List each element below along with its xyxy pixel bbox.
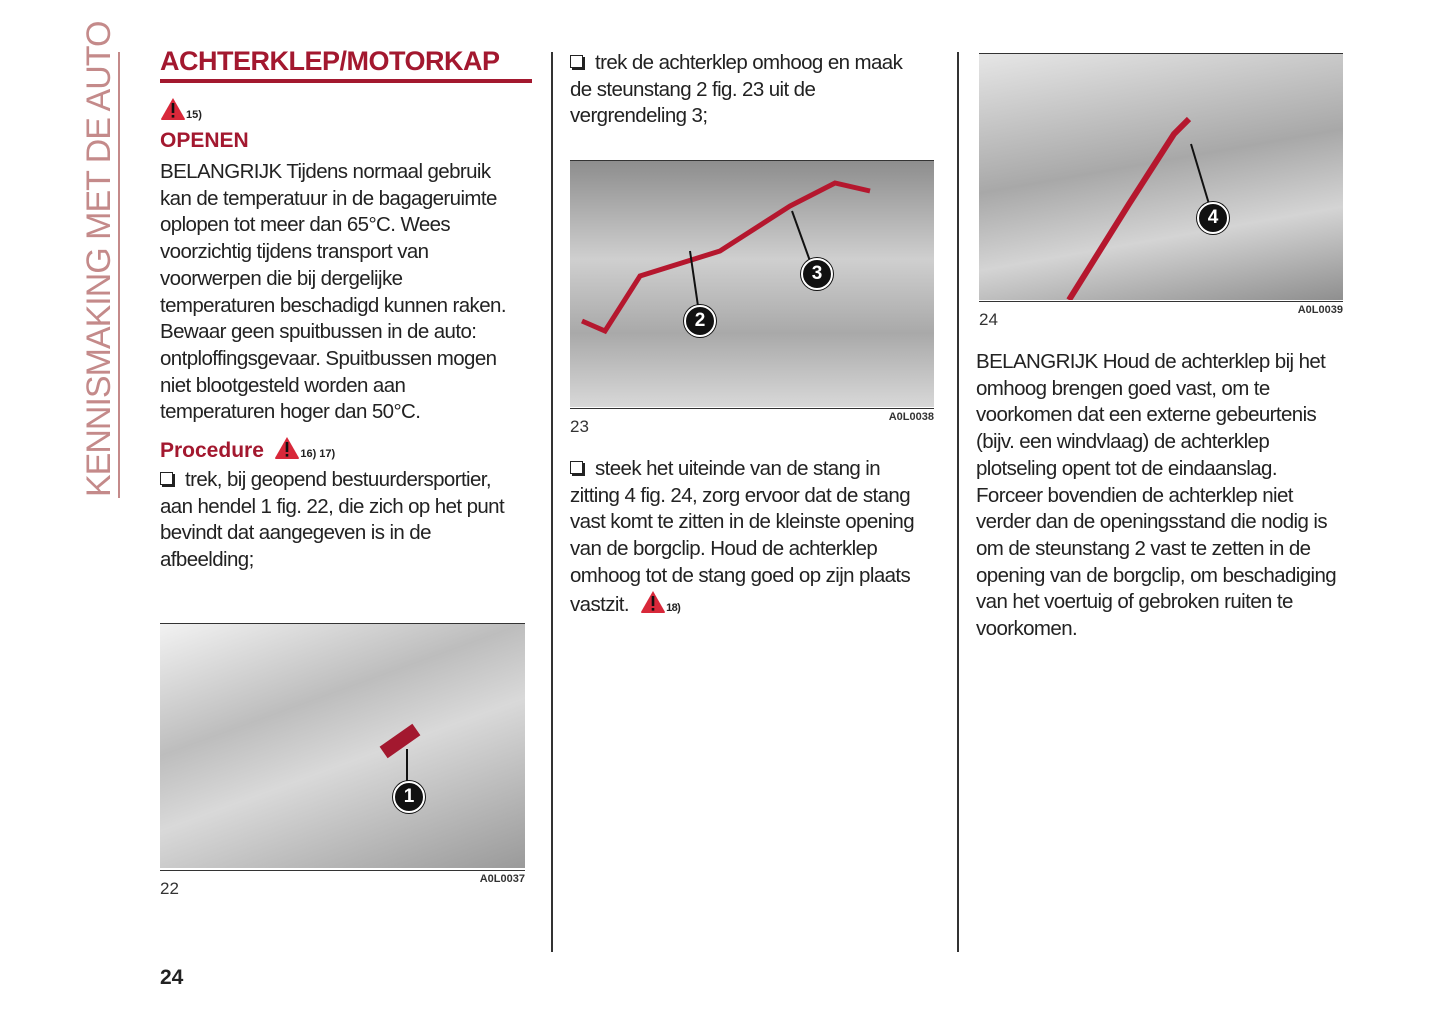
checkbox-bullet-icon	[570, 461, 583, 474]
text-line: oplopen tot meer dan 65°C. Wees	[160, 213, 451, 237]
text-line: trek, bij geopend bestuurdersportier,	[185, 468, 492, 492]
text-line: (bijv. een windvlaag) de achterklep	[976, 430, 1270, 454]
text-line: voorkomen.	[976, 617, 1078, 641]
column-divider	[551, 52, 553, 952]
text-line: aan hendel 1 fig. 22, die zich op het punt	[160, 494, 505, 518]
text-line: afbeelding;	[160, 548, 254, 572]
important-note	[976, 349, 1336, 643]
callout-3: 3	[801, 258, 833, 290]
text-line: zitting 4 fig. 24, zorg ervoor dat de stang	[570, 483, 910, 507]
figure-number: 22	[160, 879, 179, 898]
warning-ref[interactable]: 16) 17)	[300, 448, 336, 461]
figure-code: A0L0039	[1297, 304, 1343, 316]
chapter-side-label: KENNISMAKING MET DE AUTO	[80, 21, 118, 497]
warning-ref[interactable]: 18)	[666, 601, 681, 614]
side-divider	[118, 52, 120, 498]
text-line: BELANGRIJK Houd de achterklep bij het	[976, 350, 1326, 373]
text-line: verder dan de openingsstand die nodig is	[976, 510, 1327, 534]
figure-24-image	[979, 53, 1343, 300]
lever-highlight	[380, 724, 421, 758]
column-1	[160, 46, 532, 574]
text-line: niet blootgesteld worden aan	[160, 373, 406, 397]
text-line: van het voertuig of gebroken ruiten te	[976, 590, 1293, 614]
checkbox-bullet-icon	[160, 472, 173, 485]
body-text	[160, 159, 532, 426]
callout-4: 4	[1197, 202, 1229, 234]
text-line: opening van de borgclip, om beschadiging	[976, 563, 1337, 587]
figure-22-caption	[160, 870, 525, 898]
text-line: plotseling opent tot de eindaanslag.	[976, 456, 1277, 480]
subheading: OPENEN	[160, 129, 249, 152]
checkbox-bullet-icon	[570, 55, 583, 68]
warning-icon	[274, 436, 300, 460]
procedure-heading-line	[160, 436, 532, 463]
text-line: steek het uiteinde van de stang in	[595, 457, 881, 480]
figure-24-caption	[979, 301, 1343, 329]
figure-code: A0L0037	[479, 873, 525, 885]
step-3	[570, 456, 914, 621]
text-line: voorzichtig tijdens transport van	[160, 240, 429, 264]
text-line: vergrendeling 3;	[570, 104, 708, 128]
text-line: vast komt te zitten in de kleinste opening	[570, 510, 915, 534]
figure-number: 23	[570, 417, 589, 436]
text-line: kan de temperatuur in de bagageruimte	[160, 186, 497, 210]
text-line: van de borgclip. Houd de achterklep	[570, 537, 878, 561]
callout-1: 1	[393, 781, 425, 813]
callout-2: 2	[684, 305, 716, 337]
page-number: 24	[160, 966, 184, 989]
text-line: trek de achterklep omhoog en maak	[595, 51, 903, 74]
figure-23-caption	[570, 408, 934, 436]
text-line: vastzit.	[570, 592, 629, 616]
figure-code: A0L0038	[888, 411, 934, 423]
warning-icon	[160, 97, 186, 121]
support-rod-highlight	[570, 161, 934, 407]
figure-22-image	[160, 623, 525, 868]
figure-23-image	[570, 160, 934, 407]
text-line: om de steunstang 2 vast te zetten in de	[976, 536, 1311, 560]
warning-ref[interactable]: 15)	[186, 109, 202, 121]
section-title: ACHTERKLEP/MOTORKAP	[160, 46, 532, 83]
text-line: voorkomen dat een externe gebeurtenis	[976, 403, 1317, 427]
text-line: omhoog brengen goed vast, om te	[976, 376, 1270, 400]
figure-number: 24	[979, 310, 998, 329]
support-rod-highlight	[979, 54, 1343, 300]
text-line: temperaturen hoger dan 50°C.	[160, 400, 421, 424]
procedure-heading: Procedure	[160, 439, 264, 463]
step-2	[570, 50, 902, 130]
text-line: voorwerpen die bij dergelijke	[160, 266, 403, 290]
text-line: de steunstang 2 fig. 23 uit de	[570, 77, 816, 101]
text-line: omhoog tot de stang goed op zijn plaats	[570, 563, 911, 587]
text-line: ontploffingsgevaar. Spuitbussen mogen	[160, 346, 497, 370]
text-line: BELANGRIJK Tijdens normaal gebruik	[160, 160, 491, 183]
column-divider	[957, 52, 959, 952]
text-line: Forceer bovendien de achterklep niet	[976, 483, 1293, 507]
text-line: temperaturen beschadigd kunnen raken.	[160, 293, 506, 317]
warning-line	[160, 97, 532, 127]
text-line: bevindt dat aangegeven is in de	[160, 521, 431, 545]
text-line: Bewaar geen spuitbussen in de auto:	[160, 320, 477, 344]
step-1	[160, 467, 532, 574]
warning-icon	[640, 590, 666, 614]
